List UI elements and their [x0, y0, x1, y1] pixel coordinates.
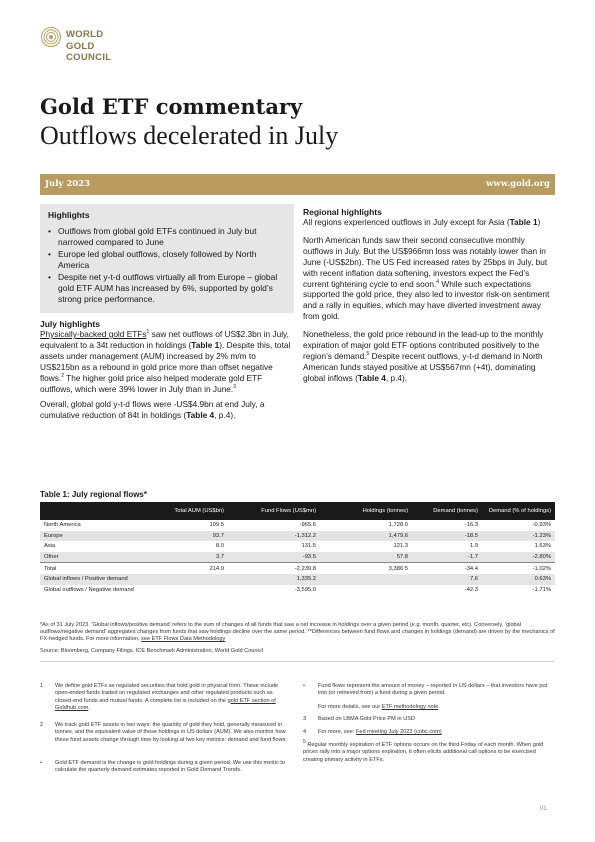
footnote-more-details: For more details, see our ETF methodology note.	[318, 704, 440, 710]
column-header: Holdings (tonnes)	[320, 502, 412, 520]
region-cell: Total	[40, 563, 162, 574]
table-title: Table 1: July regional flows*	[40, 490, 147, 499]
regional-paragraph-1: North American funds saw their second consecutive monthly outflows in July. But the US$966mn loss was notably lower than in June (-US$2bn). The US Fed increased rates by 25bps in July, but with recent inflation data softening, investors expect the Fed’s current tightening cycle to end soon.$^4$ While such expectations supported the gold price, they also led to investor risk-on sentiment and a rally in equities, which may have diverted investment away from gold.	[303, 234, 550, 322]
value-cell: -0.93%	[532, 522, 551, 529]
column-header	[40, 502, 162, 520]
report-date: July 2023	[45, 179, 90, 189]
footnote-1: 1 We define gold ETFs as regulated securities that hold gold in physical form. These include open-ended funds traded on regulated exchanges and other regulated products such as closed-end funds and mutual funds. A complete list is included on the gold ETF section of Goldhub.com.	[40, 683, 279, 711]
methodology-link[interactable]: see ETF Flows Data Methodology	[141, 636, 226, 643]
highlights-heading: Highlights	[48, 210, 90, 220]
regional-highlights-heading: Regional highlights	[303, 207, 382, 217]
column-header: Total AUM (US$bn)	[162, 502, 228, 520]
date-band	[40, 174, 555, 195]
footnote-4: 4 For more, see: Fed meeting July 2023 (cnbc.com)	[303, 729, 442, 735]
value-cell: 0.63%	[482, 574, 555, 585]
july-paragraph-1: Physically-backed gold ETFs$^1$ saw net outflows of US$2.3bn in July, equivalent to a 34t reduction in holdings (Table 1). Despite this, total assets under management (AUM) increased by 2% m/m to US$215bn as a rebound in gold price more than offset negative flows.$^2$ The higher gold price also helped moderate gold ETF outflows, which were 39% lower in July than in June.$^3$	[40, 329, 291, 394]
value-cell: -18.5	[412, 531, 482, 542]
value-cell: -1.02%	[482, 563, 555, 574]
column-header: Demand (tonnes)	[412, 502, 482, 520]
value-cell: -34.4	[412, 563, 482, 574]
document-title: Gold ETF commentary	[40, 94, 303, 119]
value-cell: -1.7	[412, 552, 482, 563]
gold-circles-logo-icon	[40, 26, 62, 60]
value-cell: 1,479.6	[320, 531, 412, 542]
goldhub-link[interactable]: gold ETF section of Goldhub.com	[55, 697, 276, 711]
value-cell: 7.6	[412, 574, 482, 585]
value-cell: -93.5	[228, 552, 320, 563]
cnbc-fed-link[interactable]: Fed meeting July 2023 (cnbc.com)	[355, 729, 442, 735]
value-cell: 1.63%	[534, 543, 551, 550]
july-paragraph-2: Overall, global gold y-t-d flows were -US$4.9bn at end July, a cumulative reduction of 84t in holdings (Table 4, p.4).	[40, 399, 265, 421]
table-row	[40, 574, 555, 585]
value-cell: 57.8	[320, 552, 412, 563]
value-cell: 214.9	[162, 563, 228, 574]
value-cell: 93.7	[162, 531, 228, 542]
table-row	[40, 531, 555, 542]
value-cell: 121.3	[393, 543, 408, 550]
page-number: 01	[540, 806, 547, 812]
table-source: Source: Bloomberg, Company Filings, ICE Benchmark Administration, World Gold Council	[40, 648, 263, 654]
highlight-item: • Outflows from global gold ETFs continued in July but narrowed compared to June	[48, 226, 288, 247]
regional-flows-table	[40, 502, 555, 595]
footnote-2: 2 We track gold ETF assets in two ways: the quantity of gold they hold, generally measured in tonnes, and the equivalent value of those holdings in US dollars (AUM). We also monitor how these fund assets change through time by looking at two key metrics: demand and fund flows:	[40, 722, 287, 743]
value-cell: 1,335.2	[228, 574, 320, 585]
footnote-bullet-flows: • Fund flows represent the amount of money – reported in US dollars – that investors have put into (or retrieved from) a fund during a given period.	[303, 683, 548, 697]
regional-intro: All regions experienced outflows in July except for Asia (Table 1)	[303, 217, 541, 227]
value-cell: -1,312.2	[228, 531, 320, 542]
region-cell: Other	[40, 552, 162, 563]
value-cell: -965.6	[299, 522, 316, 529]
footnote-bullet-demand: • Gold ETF demand is the change in gold holdings during a given period. We use this metric to calculate the quarterly demand estimates reported in Gold Demand Trends.	[40, 760, 285, 774]
value-cell: 1.9	[469, 543, 478, 550]
footnote-3: 3 Based on LBMA Gold Price PM in USD	[303, 716, 415, 722]
logo-line-1: WORLD	[66, 29, 104, 40]
regional-highlights-section	[303, 207, 555, 384]
value-cell	[320, 574, 412, 585]
highlight-item: • Europe led global outflows, closely followed by North America	[48, 249, 288, 270]
column-header: Fund Flows (US$mn)	[228, 502, 320, 520]
value-cell	[162, 585, 228, 596]
table-header-row	[40, 502, 555, 520]
table-row	[40, 541, 555, 552]
highlights-list	[48, 226, 288, 306]
july-highlights-heading: July highlights	[40, 319, 100, 329]
value-cell: -3,595.0	[294, 586, 316, 593]
value-cell: 8.0	[215, 543, 224, 550]
table-row	[40, 520, 555, 531]
highlights-box	[40, 204, 294, 313]
value-cell: 3.7	[162, 552, 228, 563]
document-subtitle: Outflows decelerated in July	[40, 121, 339, 150]
value-cell: -1.71%	[532, 586, 551, 593]
table-note: *As of 31 July 2023. ‘Global inflows/positive demand’ refers to the sum of changes of all funds that saw a net increase in holdings over a given period (e.g. month, quarter, etc). Conversely, ‘global outflows/negative demand’ aggregates changes from funds that saw holdings decline over the same period. **Differences between fund flows and changes in holdings (demand) are driven by the mechanics of FX-hedged funds. For more information, see ETF Flows Data Methodology	[40, 622, 555, 643]
value-cell: 109.5	[209, 522, 224, 529]
column-header: Demand (% of holdings)	[482, 502, 555, 520]
table-total-row	[40, 563, 555, 574]
value-cell: -2.80%	[482, 552, 555, 563]
value-cell: -2,239.8	[228, 563, 320, 574]
value-cell: -16.3	[464, 522, 478, 529]
region-cell: Europe	[40, 531, 162, 542]
region-cell: Global outflows / Negative demand	[44, 586, 134, 593]
footnote-divider	[40, 661, 555, 662]
value-cell	[162, 574, 228, 585]
value-cell: 131.5	[301, 543, 316, 550]
physically-backed-etfs-link[interactable]: Physically-backed gold ETFs	[40, 329, 147, 339]
value-cell: 1,728.0	[388, 522, 408, 529]
region-cell: North America	[44, 522, 81, 529]
region-cell: Asia	[44, 543, 56, 550]
etf-methodology-link[interactable]: ETF methodology note	[381, 704, 439, 710]
website-link[interactable]: www.gold.org	[486, 179, 550, 189]
regional-paragraph-2: Nonetheless, the gold price rebound in the lead-up to the monthly expiration of major gold ETF options contributed positively to the region’s demand.$^5$ Despite recent outflows, y-t-d demand in North American funds stayed positive at US$567mn (+4t), dominating global inflows (Table 4, p.4).	[303, 329, 544, 383]
world-gold-council-logo	[40, 26, 170, 70]
july-highlights-section	[40, 319, 292, 421]
table-row	[40, 585, 555, 596]
value-cell: 3,386.5	[320, 563, 412, 574]
value-cell	[320, 585, 412, 596]
logo-line-3: COUNCIL	[66, 52, 112, 63]
value-cell: -42.3	[464, 586, 478, 593]
table-row	[40, 552, 555, 563]
region-cell: Global inflows / Positive demand	[40, 574, 162, 585]
highlight-item: • Despite net y-t-d outflows virtually all from Europe – global gold ETF AUM has increased by 6%, supported by gold’s strong price performance.	[48, 272, 288, 304]
logo-line-2: GOLD	[66, 40, 95, 52]
footnote-5: $^5$ Regular monthly expiration of ETF options occurs on the third Friday of each month. When gold prices rally into a major options expiration, it often elicits additional call options to be exercised creating primary activity in ETFs.	[303, 739, 544, 763]
value-cell: -1.23%	[482, 531, 555, 542]
